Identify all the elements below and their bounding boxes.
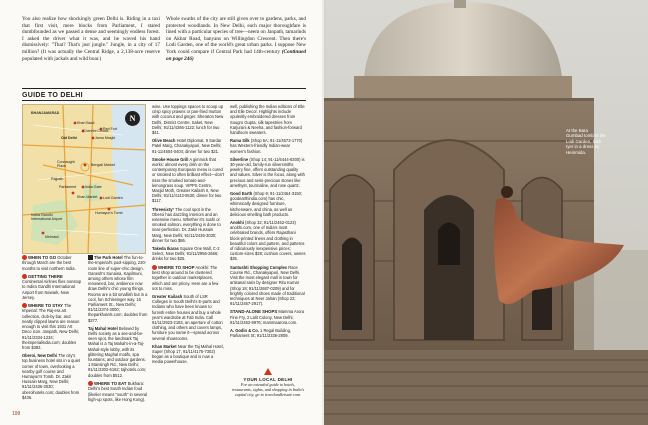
- map-label: Red Fort: [103, 127, 117, 131]
- where-to-stay-entry: WHERE TO STAY The Imperial: The Raj-era art collection, club-by bar, and neatly clipped lawns are reason enough to visit this 1931 Art Deco icon. Janpath, New Delhi; 91/11/2334-1234; theimperialindia.com; doubles from $392.: [22, 303, 80, 350]
- shop-entry: Good Earth (Shop 9; 91-11/2464-3150; goodearthindia.com) has chic, whimsically designed furniture, kitchenware, and china, as well as delicious smelling bath products.: [230, 191, 303, 217]
- shop-entry: Khan Market Near the Taj Mahal Hotel, Super (Shop 17, 91/11/4175-7302) began as a boutique and is now a media powerhouse.: [152, 343, 224, 365]
- section-divider: [22, 88, 306, 89]
- shop-entry: Santushti Shopping Complex Race Course Rd., Chanakyapuri, New Delhi. Visit the most elegant mall in town for artisanal saris by designer Ritu Kumar (Shop 18; 91/11/2687-0209) and for brightly colored shoes made of traditional techniques at Neer Jahan (Shop 22; 91/11/2467-2917).: [230, 264, 305, 307]
- guide-column-a: [22, 255, 82, 403]
- spread-gutter: [322, 0, 326, 425]
- map-label: Khan Market: [77, 195, 98, 199]
- when-to-go-entry: WHEN TO GO October through March are the best months to visit northern India.: [22, 255, 76, 271]
- bara-gumbad-photo: [324, 0, 648, 425]
- online-guide-box: [231, 368, 305, 397]
- cursor-arrow-icon: [264, 368, 272, 375]
- page-number: 199: [12, 411, 21, 417]
- guide-title-rule: [22, 100, 306, 101]
- guide-column-d: [230, 104, 306, 341]
- guide-title: GUIDE TO DELHI: [22, 92, 83, 99]
- map-label: Bengali Market: [91, 163, 115, 167]
- shop-entry: Greater Kailash South of LSR Colleges in South Delhi's E-parts and Indians who have been known to furnish entire houses and buy a whole year's wardrobe at Fab India. Call 91/11/2923-2183, an aperture of cotton clothing, and others and covers lamps, furniture you name it—spread across several showrooms.: [152, 293, 223, 341]
- hotel-entry: The Park Hotel The fun-to-the-Imperial's pool-sipping, 220-room line of super-chic design. Ganesh's Sunaina, Kapilmuni, among others whose film renowned, bar, ambience now draw Delhi's chic young things. Rooms are a bit smallish but in a cool, fun Schlesinger way. 15 Parliament St., New Delhi; 91/11/2374-3000; theparkhotels.com; doubles from $377.: [88, 255, 148, 323]
- intro-column-2-text: Whole swaths of the city are still given over to gardens, parks, and protected woodlands. In New Delhi, each major thoroughfare is lined with a particular species of tree—neem on Janpath, tamarinds on Akbar Road, banyans on Willingdon Crescent. Then there's Lodi Garden, one of the world's great urban parks. I suppose New York could compare if Central Park had 14th-century: [166, 16, 306, 55]
- restaurant-entry: wine. Use toppings spaces to scoop up crisp spicy prawns or pan-fried mutton with coconut and ginger. Sheraton New Delhi, District Centre, Saket, New Delhi; 91/11/4266-1122; lunch for two $41.: [152, 104, 224, 136]
- restaurant-entry: Smoke House Grill A gimmick that works: almost every dish on the contemporary European menu is cured or smoked to often brilliant effect—don't miss the smoked tomato-and-lemongrass soup. VIPPS Centre, Masjid Moth, Greater Kailash II, New Delhi; 91/11/4143-5530; dinner for two $117.: [152, 156, 224, 204]
- map-label: Rajpath: [51, 177, 64, 181]
- map-graphic: [23, 105, 146, 254]
- hotel-entry: Taj Mahal Hotel Beloved by Delhi society as a see-and-be-seen spot, the landmark Taj Mahal is a Taj Mahal's-in-a-Taj-Mahal-style lobby, with its glittering Mughal motifs, spa fountains, and outdoor gardens. 1 Mansingh Rd., New Delhi; 91/11/2302-6162; tajhotels.com; doubles from $512.: [88, 325, 147, 378]
- map-label: Parliament: [59, 185, 77, 189]
- guide-column-b: [88, 255, 148, 405]
- getting-there-entry: GETTING THERE Continental Airlines flies nonstop to Indira Gandhi International Airport from Newark, New Jersey.: [22, 273, 82, 300]
- map-label: Indira Gandhi International Airport: [31, 213, 63, 221]
- continued-note: (Continued on page 246): [166, 48, 307, 62]
- map-label: Lodi Garden: [103, 196, 123, 200]
- map-label: Mehrauli: [45, 235, 59, 239]
- tomb-photo: [324, 0, 648, 425]
- where-to-shop-entry: WHERE TO SHOP Anokhi: The best shop around to be clustered together in outdoor marketplaces, which and are pricey. Here are a few not to miss.: [152, 264, 219, 291]
- photo-caption: At the Bara Gumbad tomb in the Lodi Garden, Sikh Iyer in a dress by Hemmida.: [566, 128, 606, 155]
- map-label: Chandni Chowk: [83, 129, 109, 133]
- delhi-map: [22, 104, 146, 254]
- online-guide-title: YOUR LOCAL DELHI: [243, 377, 293, 382]
- map-label: Jama Masjid: [95, 136, 116, 140]
- map-label: BHANJAMARAD: [31, 111, 60, 115]
- map-label: Connaught Place: [57, 160, 75, 168]
- intro-column-1: You also realize how shockingly green Delhi is. Riding in a taxi that first visit, mere blocks from Parliament, I stared dumbfounded as we passed a dense and seemingly endless forest. I asked the driver what it was, and he waved his hand dismissively: "That? That's just jungle." Jungle, in a city of 17 million? (It was actually the Central Ridge, a 2,138-acre reserve populated with jackals and wild boar.): [22, 16, 160, 62]
- map-compass: N: [125, 111, 140, 126]
- where-to-eat-entry: WHERE TO EAT Bukhara: Delhi's best South Indian food (likelier means "south" in several high-up spots, like Hong Kong).: [88, 380, 148, 402]
- guide-column-c: [152, 104, 224, 368]
- doorway: [424, 195, 474, 340]
- stand-alone-shops-entry: STAND-ALONE SHOPS Mamma Arora Fine Fry, 2 Lalit Colony, New Delhi; 91/11/2462-9976; mammaarora.com.: [230, 309, 305, 325]
- hotel-entry: Oberoi, New Delhi The city's top business hotel sits in a quiet corner of town, overlooking a nearby golf course and Humayun's Tomb. Dr. Zakir Hussain Marg, New Delhi; 91/11/2436-3030; oberoihotels.com; doubles from $436.: [22, 353, 81, 400]
- restaurant-entry: Threesixty° The cool spot in the Oberoi has dazzling interiors and an extensive menu. Whether it's sushi or smoked salmon, everything is done to near-perfection. Dr. Zakir Hussain Marg, New Delhi; 91/11/2436-3030; dinner for two $86.: [152, 206, 221, 243]
- shop-entry: Anokhi (Shop 32; 91/11/2462-0123) anokhi.com, one of India's most celebrated brands, offers Rajasthani block-printed linens and clothing in beautiful colors and pattern, and patterns of ridiculously inexpensive prices; custom-sizes $38; cushion covers, ownes $35.: [230, 220, 306, 262]
- intro-column-2: [166, 16, 306, 62]
- map-label: India Gate: [85, 185, 102, 189]
- map-label: Humayun's Tomb: [95, 211, 123, 215]
- shop-entry: Rama Silk (Shop 5A; 91-11/4573-1770) has Western-friendly Indian-wear women's fashion.: [230, 138, 303, 154]
- online-guide-text: For an extended guide to hotels, restaurants, sights, and shopping in India's capital city, go to travelandleisure.com.: [231, 382, 305, 397]
- shop-entry: Silverline (Shop 14; 91-11/6444-8300) is 30-year-old, family-run silversmiths jewelry fine, offers outstanding quality and values. Silver is the focus, along with precious and semi-precious stones like amethyst, tourmaline, and rose quartz.: [230, 156, 305, 188]
- restaurant-entry: Takeda Ikaras Square One Mall, C-2 Select, New Delhi; 91/11/2956-2666; drinks for two $25.: [152, 246, 220, 262]
- map-label: Khari Baoli: [77, 121, 95, 125]
- map-label: Old Delhi: [61, 136, 77, 140]
- model-head: [501, 186, 513, 198]
- restaurant-entry: Olive Beach Hotel Diplomat, 9 Sardar Patel Marg, Chanakyapuri, New Delhi; 91-11/4604-0404; dinner for two $21.: [152, 138, 222, 154]
- shop-entry: A. Godin & Co. 1 Regal Building, Parliament St; 91/11/2336-2809.: [230, 327, 291, 339]
- shop-entry: well, publishing the Indian editions of Elle and Elle Decor. Highlights include opulently embroidered dresses from Sougro Gupta, silk tapestries from Karjurani & Neeha, and fashion-forward handloom sweaters.: [230, 104, 305, 136]
